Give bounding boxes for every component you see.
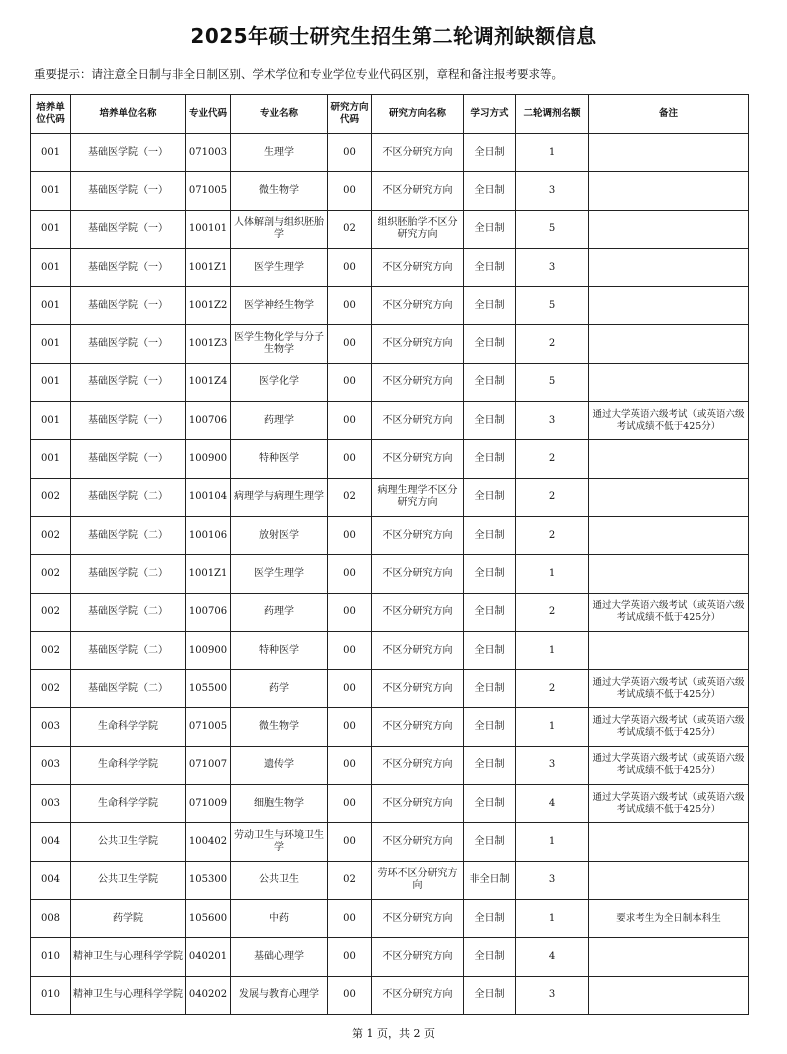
unit-code-cell: 003 xyxy=(31,785,71,823)
major-name-cell: 发展与教育心理学 xyxy=(231,976,328,1014)
unit-name-cell: 药学院 xyxy=(71,899,186,937)
remarks-cell xyxy=(589,631,749,669)
direction-name-cell: 不区分研究方向 xyxy=(372,938,464,976)
direction-code-cell: 00 xyxy=(328,363,372,401)
table-row xyxy=(31,823,749,861)
remarks-cell: 要求考生为全日制本科生 xyxy=(589,899,749,937)
table-row xyxy=(31,516,749,554)
direction-code-cell: 00 xyxy=(328,708,372,746)
direction-code-cell: 00 xyxy=(328,325,372,363)
major-code-cell: 100900 xyxy=(186,440,231,478)
major-name-cell: 放射医学 xyxy=(231,516,328,554)
quota-cell: 5 xyxy=(516,287,589,325)
unit-code-cell: 004 xyxy=(31,823,71,861)
direction-name-cell: 不区分研究方向 xyxy=(372,631,464,669)
major-name-cell: 中药 xyxy=(231,899,328,937)
study-mode-cell: 全日制 xyxy=(464,248,516,286)
quota-cell: 3 xyxy=(516,976,589,1014)
header-quota: 二轮调剂名额 xyxy=(516,95,589,134)
unit-name-cell: 基础医学院（二） xyxy=(71,593,186,631)
direction-code-cell: 00 xyxy=(328,785,372,823)
major-code-cell: 100900 xyxy=(186,631,231,669)
remarks-cell xyxy=(589,363,749,401)
unit-code-cell: 002 xyxy=(31,631,71,669)
vacancy-table xyxy=(30,94,749,1015)
quota-cell: 1 xyxy=(516,631,589,669)
direction-name-cell: 不区分研究方向 xyxy=(372,402,464,440)
direction-name-cell: 不区分研究方向 xyxy=(372,785,464,823)
major-name-cell: 药理学 xyxy=(231,593,328,631)
page-footer: 第 1 页，共 2 页 xyxy=(352,1027,435,1040)
table-row xyxy=(31,210,749,248)
unit-code-cell: 001 xyxy=(31,134,71,172)
document-title: 2025年硕士研究生招生第二轮调剂缺额信息 xyxy=(190,24,597,48)
direction-code-cell: 00 xyxy=(328,248,372,286)
quota-cell: 2 xyxy=(516,478,589,516)
major-code-cell: 100402 xyxy=(186,823,231,861)
direction-code-cell: 00 xyxy=(328,938,372,976)
direction-name-cell: 不区分研究方向 xyxy=(372,172,464,210)
remarks-cell xyxy=(589,287,749,325)
major-code-cell: 071003 xyxy=(186,134,231,172)
quota-cell: 2 xyxy=(516,670,589,708)
unit-name-cell: 基础医学院（一） xyxy=(71,363,186,401)
quota-cell: 4 xyxy=(516,938,589,976)
study-mode-cell: 全日制 xyxy=(464,823,516,861)
study-mode-cell: 全日制 xyxy=(464,555,516,593)
major-code-cell: 071009 xyxy=(186,785,231,823)
direction-code-cell: 00 xyxy=(328,631,372,669)
direction-code-cell: 00 xyxy=(328,593,372,631)
major-name-cell: 微生物学 xyxy=(231,172,328,210)
major-name-cell: 生理学 xyxy=(231,134,328,172)
major-name-cell: 医学生理学 xyxy=(231,555,328,593)
direction-code-cell: 00 xyxy=(328,670,372,708)
remarks-cell: 通过大学英语六级考试（或英语六级考试成绩不低于425分） xyxy=(589,746,749,784)
study-mode-cell: 非全日制 xyxy=(464,861,516,899)
quota-cell: 3 xyxy=(516,861,589,899)
unit-name-cell: 基础医学院（一） xyxy=(71,248,186,286)
direction-name-cell: 不区分研究方向 xyxy=(372,516,464,554)
unit-name-cell: 生命科学学院 xyxy=(71,785,186,823)
direction-name-cell: 不区分研究方向 xyxy=(372,555,464,593)
unit-name-cell: 基础医学院（一） xyxy=(71,172,186,210)
major-code-cell: 105600 xyxy=(186,899,231,937)
unit-code-cell: 010 xyxy=(31,938,71,976)
unit-code-cell: 001 xyxy=(31,172,71,210)
study-mode-cell: 全日制 xyxy=(464,976,516,1014)
table-row xyxy=(31,593,749,631)
study-mode-cell: 全日制 xyxy=(464,402,516,440)
major-code-cell: 071007 xyxy=(186,746,231,784)
quota-cell: 3 xyxy=(516,402,589,440)
study-mode-cell: 全日制 xyxy=(464,134,516,172)
study-mode-cell: 全日制 xyxy=(464,938,516,976)
major-name-cell: 基础心理学 xyxy=(231,938,328,976)
unit-code-cell: 001 xyxy=(31,287,71,325)
quota-cell: 5 xyxy=(516,210,589,248)
table-row xyxy=(31,478,749,516)
study-mode-cell: 全日制 xyxy=(464,631,516,669)
unit-name-cell: 基础医学院（二） xyxy=(71,631,186,669)
unit-name-cell: 基础医学院（一） xyxy=(71,402,186,440)
direction-code-cell: 00 xyxy=(328,555,372,593)
major-code-cell: 1001Z3 xyxy=(186,325,231,363)
study-mode-cell: 全日制 xyxy=(464,516,516,554)
study-mode-cell: 全日制 xyxy=(464,670,516,708)
major-name-cell: 药学 xyxy=(231,670,328,708)
direction-name-cell: 不区分研究方向 xyxy=(372,823,464,861)
direction-code-cell: 02 xyxy=(328,861,372,899)
header-major-name: 专业名称 xyxy=(231,95,328,134)
table-row xyxy=(31,363,749,401)
direction-name-cell: 不区分研究方向 xyxy=(372,248,464,286)
major-name-cell: 微生物学 xyxy=(231,708,328,746)
table-header-row xyxy=(31,95,749,134)
unit-code-cell: 001 xyxy=(31,210,71,248)
major-code-cell: 040202 xyxy=(186,976,231,1014)
unit-name-cell: 基础医学院（一） xyxy=(71,287,186,325)
major-name-cell: 病理学与病理生理学 xyxy=(231,478,328,516)
major-code-cell: 100101 xyxy=(186,210,231,248)
study-mode-cell: 全日制 xyxy=(464,899,516,937)
major-code-cell: 071005 xyxy=(186,172,231,210)
remarks-cell: 通过大学英语六级考试（或英语六级考试成绩不低于425分） xyxy=(589,785,749,823)
table-row xyxy=(31,325,749,363)
direction-code-cell: 00 xyxy=(328,134,372,172)
direction-code-cell: 00 xyxy=(328,516,372,554)
unit-code-cell: 004 xyxy=(31,861,71,899)
quota-cell: 2 xyxy=(516,516,589,554)
quota-cell: 3 xyxy=(516,248,589,286)
major-code-cell: 100706 xyxy=(186,593,231,631)
major-name-cell: 特种医学 xyxy=(231,440,328,478)
remarks-cell xyxy=(589,478,749,516)
table-row xyxy=(31,248,749,286)
direction-name-cell: 不区分研究方向 xyxy=(372,670,464,708)
unit-name-cell: 精神卫生与心理科学学院 xyxy=(71,938,186,976)
unit-name-cell: 基础医学院（一） xyxy=(71,325,186,363)
table-row xyxy=(31,785,749,823)
unit-name-cell: 公共卫生学院 xyxy=(71,823,186,861)
quota-cell: 1 xyxy=(516,555,589,593)
study-mode-cell: 全日制 xyxy=(464,363,516,401)
major-name-cell: 细胞生物学 xyxy=(231,785,328,823)
major-name-cell: 特种医学 xyxy=(231,631,328,669)
unit-code-cell: 001 xyxy=(31,248,71,286)
table-row xyxy=(31,746,749,784)
major-code-cell: 071005 xyxy=(186,708,231,746)
direction-name-cell: 不区分研究方向 xyxy=(372,363,464,401)
major-name-cell: 公共卫生 xyxy=(231,861,328,899)
direction-code-cell: 00 xyxy=(328,287,372,325)
direction-name-cell: 不区分研究方向 xyxy=(372,976,464,1014)
table-row xyxy=(31,631,749,669)
major-code-cell: 105500 xyxy=(186,670,231,708)
unit-code-cell: 010 xyxy=(31,976,71,1014)
quota-cell: 2 xyxy=(516,593,589,631)
major-name-cell: 医学化学 xyxy=(231,363,328,401)
unit-name-cell: 生命科学学院 xyxy=(71,746,186,784)
unit-code-cell: 002 xyxy=(31,478,71,516)
unit-code-cell: 003 xyxy=(31,746,71,784)
unit-name-cell: 精神卫生与心理科学学院 xyxy=(71,976,186,1014)
quota-cell: 3 xyxy=(516,746,589,784)
major-name-cell: 人体解剖与组织胚胎学 xyxy=(231,210,328,248)
quota-cell: 1 xyxy=(516,134,589,172)
major-code-cell: 1001Z1 xyxy=(186,555,231,593)
direction-code-cell: 00 xyxy=(328,823,372,861)
header-unit-code: 培养单位代码 xyxy=(31,95,71,134)
header-major-code: 专业代码 xyxy=(186,95,231,134)
quota-cell: 1 xyxy=(516,708,589,746)
direction-code-cell: 02 xyxy=(328,478,372,516)
direction-name-cell: 病理生理学不区分研究方向 xyxy=(372,478,464,516)
direction-code-cell: 02 xyxy=(328,210,372,248)
unit-code-cell: 003 xyxy=(31,708,71,746)
unit-code-cell: 002 xyxy=(31,555,71,593)
quota-cell: 3 xyxy=(516,172,589,210)
study-mode-cell: 全日制 xyxy=(464,287,516,325)
unit-name-cell: 公共卫生学院 xyxy=(71,861,186,899)
major-name-cell: 医学神经生物学 xyxy=(231,287,328,325)
direction-code-cell: 00 xyxy=(328,172,372,210)
unit-name-cell: 生命科学学院 xyxy=(71,708,186,746)
unit-name-cell: 基础医学院（一） xyxy=(71,440,186,478)
quota-cell: 2 xyxy=(516,325,589,363)
major-name-cell: 遗传学 xyxy=(231,746,328,784)
major-name-cell: 药理学 xyxy=(231,402,328,440)
unit-code-cell: 002 xyxy=(31,593,71,631)
table-row xyxy=(31,899,749,937)
header-direction-code: 研究方向代码 xyxy=(328,95,372,134)
direction-name-cell: 不区分研究方向 xyxy=(372,134,464,172)
table-row xyxy=(31,555,749,593)
unit-code-cell: 001 xyxy=(31,440,71,478)
table-row xyxy=(31,938,749,976)
remarks-cell xyxy=(589,172,749,210)
major-code-cell: 1001Z2 xyxy=(186,287,231,325)
unit-code-cell: 008 xyxy=(31,899,71,937)
quota-cell: 4 xyxy=(516,785,589,823)
study-mode-cell: 全日制 xyxy=(464,708,516,746)
major-code-cell: 040201 xyxy=(186,938,231,976)
direction-name-cell: 不区分研究方向 xyxy=(372,708,464,746)
major-code-cell: 100706 xyxy=(186,402,231,440)
major-code-cell: 100104 xyxy=(186,478,231,516)
header-remarks: 备注 xyxy=(589,95,749,134)
quota-cell: 1 xyxy=(516,899,589,937)
major-code-cell: 1001Z1 xyxy=(186,248,231,286)
unit-name-cell: 基础医学院（一） xyxy=(71,210,186,248)
important-notice: 重要提示：请注意全日制与非全日制区别、学术学位和专业学位专业代码区别，章程和备注报考要求等。 xyxy=(34,67,563,81)
study-mode-cell: 全日制 xyxy=(464,785,516,823)
remarks-cell xyxy=(589,938,749,976)
study-mode-cell: 全日制 xyxy=(464,172,516,210)
unit-code-cell: 001 xyxy=(31,402,71,440)
direction-name-cell: 组织胚胎学不区分研究方向 xyxy=(372,210,464,248)
remarks-cell xyxy=(589,516,749,554)
remarks-cell xyxy=(589,976,749,1014)
direction-name-cell: 不区分研究方向 xyxy=(372,440,464,478)
remarks-cell: 通过大学英语六级考试（或英语六级考试成绩不低于425分） xyxy=(589,708,749,746)
direction-name-cell: 不区分研究方向 xyxy=(372,287,464,325)
remarks-cell xyxy=(589,861,749,899)
table-row xyxy=(31,708,749,746)
study-mode-cell: 全日制 xyxy=(464,440,516,478)
remarks-cell xyxy=(589,210,749,248)
remarks-cell xyxy=(589,134,749,172)
major-code-cell: 105300 xyxy=(186,861,231,899)
unit-name-cell: 基础医学院（一） xyxy=(71,134,186,172)
major-name-cell: 劳动卫生与环境卫生学 xyxy=(231,823,328,861)
remarks-cell: 通过大学英语六级考试（或英语六级考试成绩不低于425分） xyxy=(589,593,749,631)
remarks-cell xyxy=(589,440,749,478)
direction-name-cell: 不区分研究方向 xyxy=(372,746,464,784)
table-row xyxy=(31,861,749,899)
quota-cell: 5 xyxy=(516,363,589,401)
table-row xyxy=(31,976,749,1014)
table-row xyxy=(31,134,749,172)
direction-code-cell: 00 xyxy=(328,746,372,784)
direction-name-cell: 不区分研究方向 xyxy=(372,593,464,631)
direction-code-cell: 00 xyxy=(328,899,372,937)
study-mode-cell: 全日制 xyxy=(464,746,516,784)
table-row xyxy=(31,670,749,708)
major-name-cell: 医学生理学 xyxy=(231,248,328,286)
direction-name-cell: 不区分研究方向 xyxy=(372,325,464,363)
quota-cell: 1 xyxy=(516,823,589,861)
unit-code-cell: 002 xyxy=(31,516,71,554)
direction-name-cell: 劳环不区分研究方向 xyxy=(372,861,464,899)
remarks-cell xyxy=(589,823,749,861)
table-row xyxy=(31,172,749,210)
header-study-mode: 学习方式 xyxy=(464,95,516,134)
remarks-cell: 通过大学英语六级考试（或英语六级考试成绩不低于425分） xyxy=(589,402,749,440)
remarks-cell xyxy=(589,325,749,363)
unit-code-cell: 001 xyxy=(31,363,71,401)
direction-code-cell: 00 xyxy=(328,440,372,478)
study-mode-cell: 全日制 xyxy=(464,478,516,516)
table-row xyxy=(31,402,749,440)
quota-cell: 2 xyxy=(516,440,589,478)
study-mode-cell: 全日制 xyxy=(464,325,516,363)
unit-name-cell: 基础医学院（二） xyxy=(71,670,186,708)
header-unit-name: 培养单位名称 xyxy=(71,95,186,134)
study-mode-cell: 全日制 xyxy=(464,593,516,631)
unit-code-cell: 001 xyxy=(31,325,71,363)
major-code-cell: 100106 xyxy=(186,516,231,554)
direction-code-cell: 00 xyxy=(328,402,372,440)
unit-name-cell: 基础医学院（二） xyxy=(71,516,186,554)
table-row xyxy=(31,440,749,478)
direction-code-cell: 00 xyxy=(328,976,372,1014)
direction-name-cell: 不区分研究方向 xyxy=(372,899,464,937)
study-mode-cell: 全日制 xyxy=(464,210,516,248)
remarks-cell: 通过大学英语六级考试（或英语六级考试成绩不低于425分） xyxy=(589,670,749,708)
unit-code-cell: 002 xyxy=(31,670,71,708)
major-code-cell: 1001Z4 xyxy=(186,363,231,401)
table-row xyxy=(31,287,749,325)
remarks-cell xyxy=(589,555,749,593)
major-name-cell: 医学生物化学与分子生物学 xyxy=(231,325,328,363)
header-direction-name: 研究方向名称 xyxy=(372,95,464,134)
unit-name-cell: 基础医学院（二） xyxy=(71,478,186,516)
unit-name-cell: 基础医学院（二） xyxy=(71,555,186,593)
remarks-cell xyxy=(589,248,749,286)
